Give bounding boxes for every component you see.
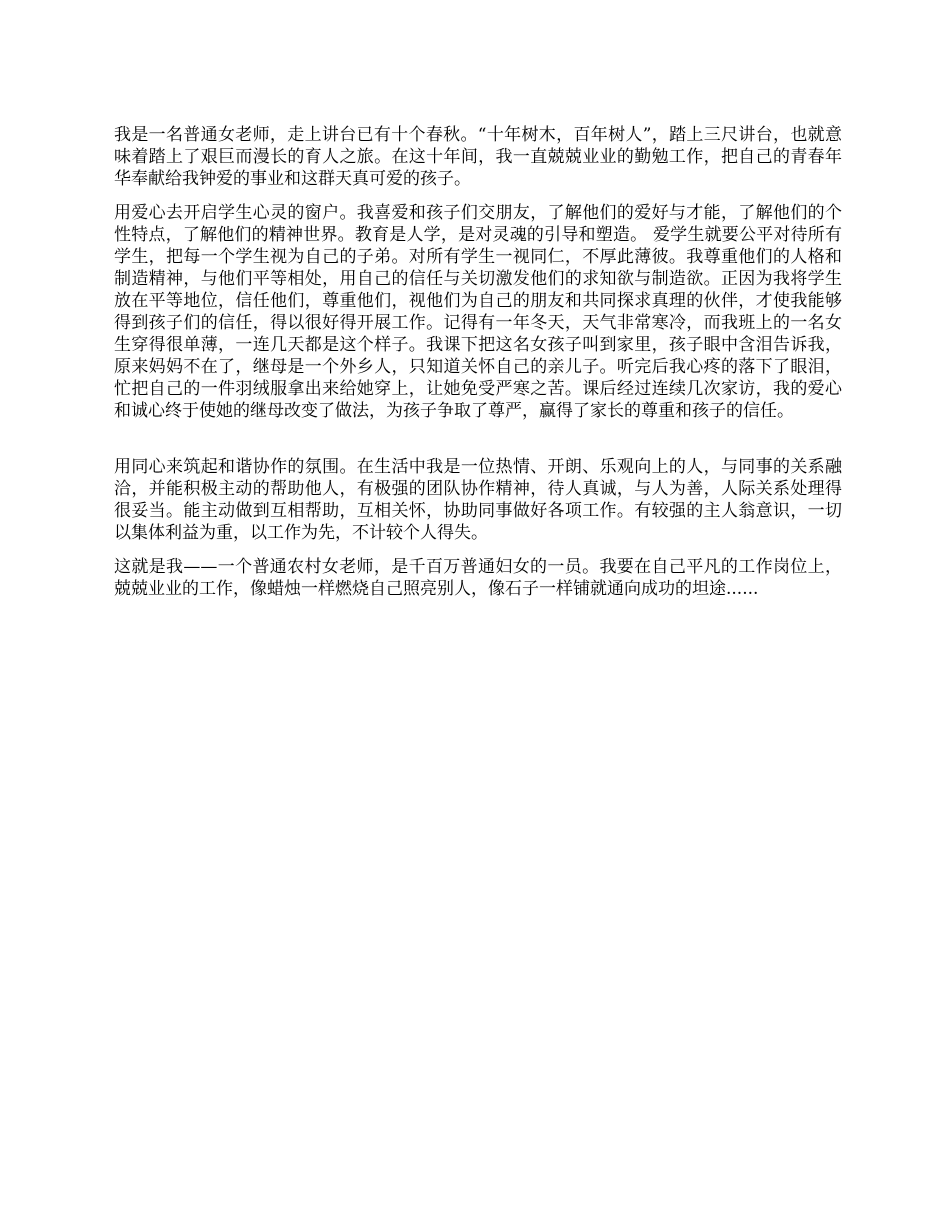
paragraph-conclusion: 这就是我——一个普通农村女老师，是千百万普通妇女的一员。我要在自己平凡的工作岗位上，兢兢业业的工作，像蜡烛一样燃烧自己照亮别人，像石子一样铺就通向成功的坦途...... xyxy=(114,557,842,599)
document-body xyxy=(114,124,842,612)
paragraph-love: 用爱心去开启学生心灵的窗户。我喜爱和孩子们交朋友，了解他们的爱好与才能，了解他们的个性特点，了解他们的精神世界。教育是人学，是对灵魂的引导和塑造。 爱学生就要公平对待所有学生，把每一个学生视为自己的子弟。对所有学生一视同仁，不厚此薄彼。我尊重他们的人格和制造精神，与他们平等相处，用自己的信任与关切激发他们的求知欲与制造欲。正因为我将学生放在平等地位，信任他们，尊重他们，视他们为自己的朋友和共同探求真理的伙伴，才使我能够得到孩子们的信任，得以很好得开展工作。记得有一年冬天，天气非常寒冷，而我班上的一名女生穿得很单薄，一连几天都是这个样子。我课下把这名女孩子叫到家里，孩子眼中含泪告诉我，原来妈妈不在了，继母是一个外乡人，只知道关怀自己的亲儿子。听完后我心疼的落下了眼泪，忙把自己的一件羽绒服拿出来给她穿上，让她免受严寒之苦。课后经过连续几次家访，我的爱心和诚心终于使她的继母改变了做法，为孩子争取了尊严，赢得了家长的尊重和孩子的信任。 xyxy=(114,203,842,421)
paragraph-teamwork: 用同心来筑起和谐协作的氛围。在生活中我是一位热情、开朗、乐观向上的人，与同事的关系融洽，并能积极主动的帮助他人，有极强的团队协作精神，待人真诚，与人为善，人际关系处理得很妥当。能主动做到互相帮助，互相关怀，协助同事做好各项工作。有较强的主人翁意识，一切以集体利益为重，以工作为先，不计较个人得失。 xyxy=(114,457,842,543)
paragraph-intro: 我是一名普通女老师，走上讲台已有十个春秋。“十年树木，百年树人”，踏上三尺讲台，也就意味着踏上了艰巨而漫长的育人之旅。在这十年间，我一直兢兢业业的勤勉工作，把自己的青春年华奉献给我钟爱的事业和这群天真可爱的孩子。 xyxy=(114,125,842,189)
